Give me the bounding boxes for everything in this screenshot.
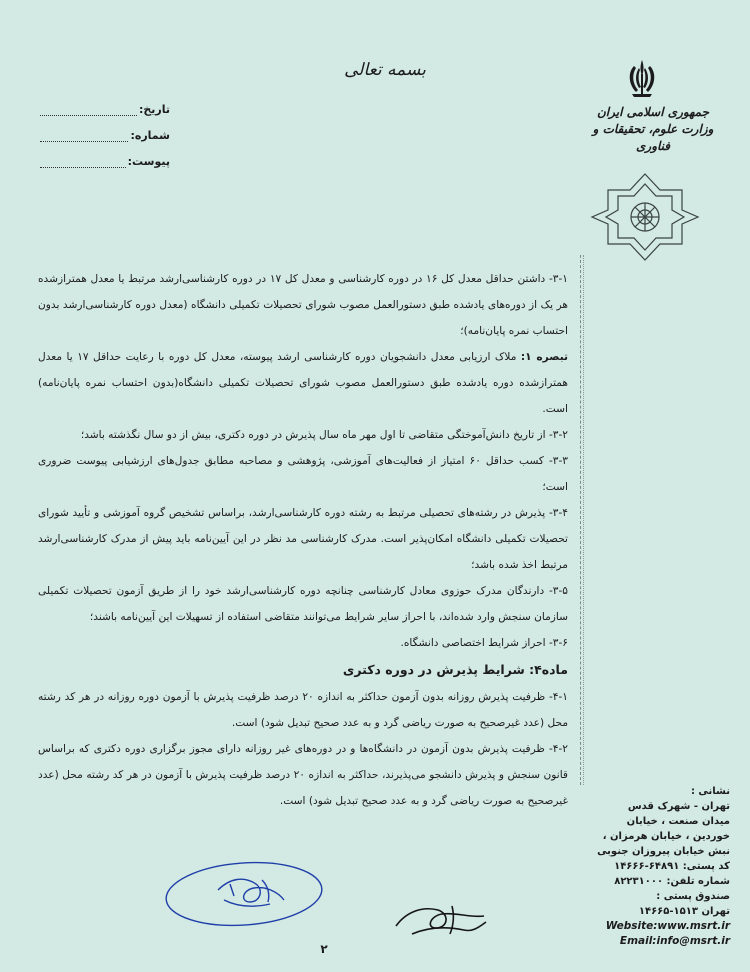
address-block [590,784,730,949]
address-line: نبش خیابان پیروزان جنوبی [597,846,730,857]
bismillah-heading: بسمه تعالی [344,60,426,80]
ornament-icon [590,172,700,262]
number-field [40,116,170,142]
clause-3-1: ۳-۱- داشتن حداقل معدل کل ۱۶ در دوره کارشناسی و معدل کل ۱۷ در دوره کارشناسی‌ارشد مرتبط یا معدل همترازشده هر یک از دوره‌های یادشده طبق دستورالعمل مصوب شورای تحصیلات تکمیلی دانشگاه (معدل دوره کارشناسی‌ارشد بدون احتساب نمره پایان‌نامه)؛ [38,273,568,337]
po-box-number: تهران ۱۵۱۳-۱۴۶۶۵ [638,906,730,917]
attachment-line [40,156,126,168]
attachment-field [40,142,170,168]
note-1-label: تبصره ۱: [520,351,568,363]
postal-code: کد پستی: ۶۴۸۹۱-۱۴۶۶۶ [614,861,730,872]
date-label: تاریخ: [138,103,170,116]
signature-icon [392,898,492,940]
sidebar-divider [580,255,581,785]
number-line [40,130,128,142]
date-field [40,90,170,116]
note-1 [38,344,568,422]
address-line: میدان صنعت ، خیابان [626,816,730,827]
clause-4-1: ۴-۱- ظرفیت پذیرش روزانه بدون آزمون حداکثر به اندازه ۲۰ درصد ظرفیت پذیرش با آزمون دوره روزانه در هر کد رشته محل (عدد غیرصحیح به صورت ریاضی گرد و به عدد صحیح تبدیل شود) است. [38,691,568,729]
attachment-label: پیوست: [127,155,170,168]
clause-3-2: ۳-۲- از تاریخ دانش‌آموختگی متقاضی تا اول مهر ماه سال پذیرش در دوره دکتری، بیش از دو سال نگذشته باشد؛ [80,429,568,441]
letter-body [38,266,568,814]
number-label: شماره: [130,129,170,142]
clause-3-4: ۳-۴- پذیرش در رشته‌های تحصیلی مرتبط به رشته دوره کارشناسی‌ارشد، براساس تشخیص گروه آموزشی و تأیید شورای تحصیلات تکمیلی دانشگاه امکان‌پذیر است. مدرک کارشناسی مد نظر در این آیین‌نامه باید پیش از مدرک کارشناسی‌ارشد مرتبط اخذ شده باشد؛ [38,507,568,571]
address-line: خوردین ، خیابان هرمزان ، [602,831,730,842]
clause-3-6: ۳-۶- احراز شرایط اختصاصی دانشگاه. [400,637,568,649]
page-number: ۲ [320,942,328,956]
signature-stamp-icon [160,856,325,928]
article-4-heading: ماده۴: شرایط پذیرش در دوره دکتری [342,662,568,677]
iran-emblem-icon [620,56,664,100]
clause-3-3: ۳-۳- کسب حداقل ۶۰ امتیاز از فعالیت‌های آموزشی، پژوهشی و مصاحبه مطابق جدول‌های ارزشیابی پیوست ضروری است؛ [38,455,568,493]
sidebar-divider-inner [583,255,584,785]
ministry-name [588,104,718,155]
address-title: نشانی : [690,786,730,797]
address-line: تهران - شهرک قدس [627,801,730,812]
po-box-label: صندوق پستی : [656,891,730,902]
letter-meta-fields [40,90,170,168]
country-name: جمهوری اسلامی ایران [596,105,710,119]
date-line [40,104,137,116]
ministry-title: وزارت علوم، تحقیقات و فناوری [592,122,714,153]
note-1-text: ملاک ارزیابی معدل دانشجویان دوره کارشناسی ارشد پیوسته، معدل کل دوره با رعایت حداقل ۱۷ یا معدل همترازشده دوره یادشده طبق دستورالعمل مصوب شورای تحصیلات تکمیلی دانشگاه(بدون احتساب نمره پایان‌نامه) است. [38,351,568,415]
email-link[interactable]: Email:info@msrt.ir [619,935,730,947]
phone-number: شماره تلفن: ۸۲۲۳۱۰۰۰ [614,876,730,887]
clause-3-5: ۳-۵- دارندگان مدرک حوزوی معادل کارشناسی چنانچه دوره کارشناسی‌ارشد خود را از طریق آزمون تحصیلات تکمیلی سازمان سنجش وارد شده‌اند، با احراز سایر شرایط می‌توانند متقاضی استفاده از تسهیلات این آیین‌نامه باشند؛ [38,585,568,623]
clause-4-2: ۴-۲- ظرفیت پذیرش بدون آزمون در دانشگاه‌ها و در دوره‌های غیر روزانه دارای مجوز برگزاری دوره دکتری که براساس قانون سنجش و پذیرش دانشجو می‌پذیرند، حداکثر به اندازه ۲۰ درصد ظرفیت پذیرش با آزمون در هر کد رشته محل (عدد غیرصحیح به صورت ریاضی گرد و به عدد صحیح تبدیل شود) است. [38,743,568,807]
website-link[interactable]: Website:www.msrt.ir [605,920,730,932]
